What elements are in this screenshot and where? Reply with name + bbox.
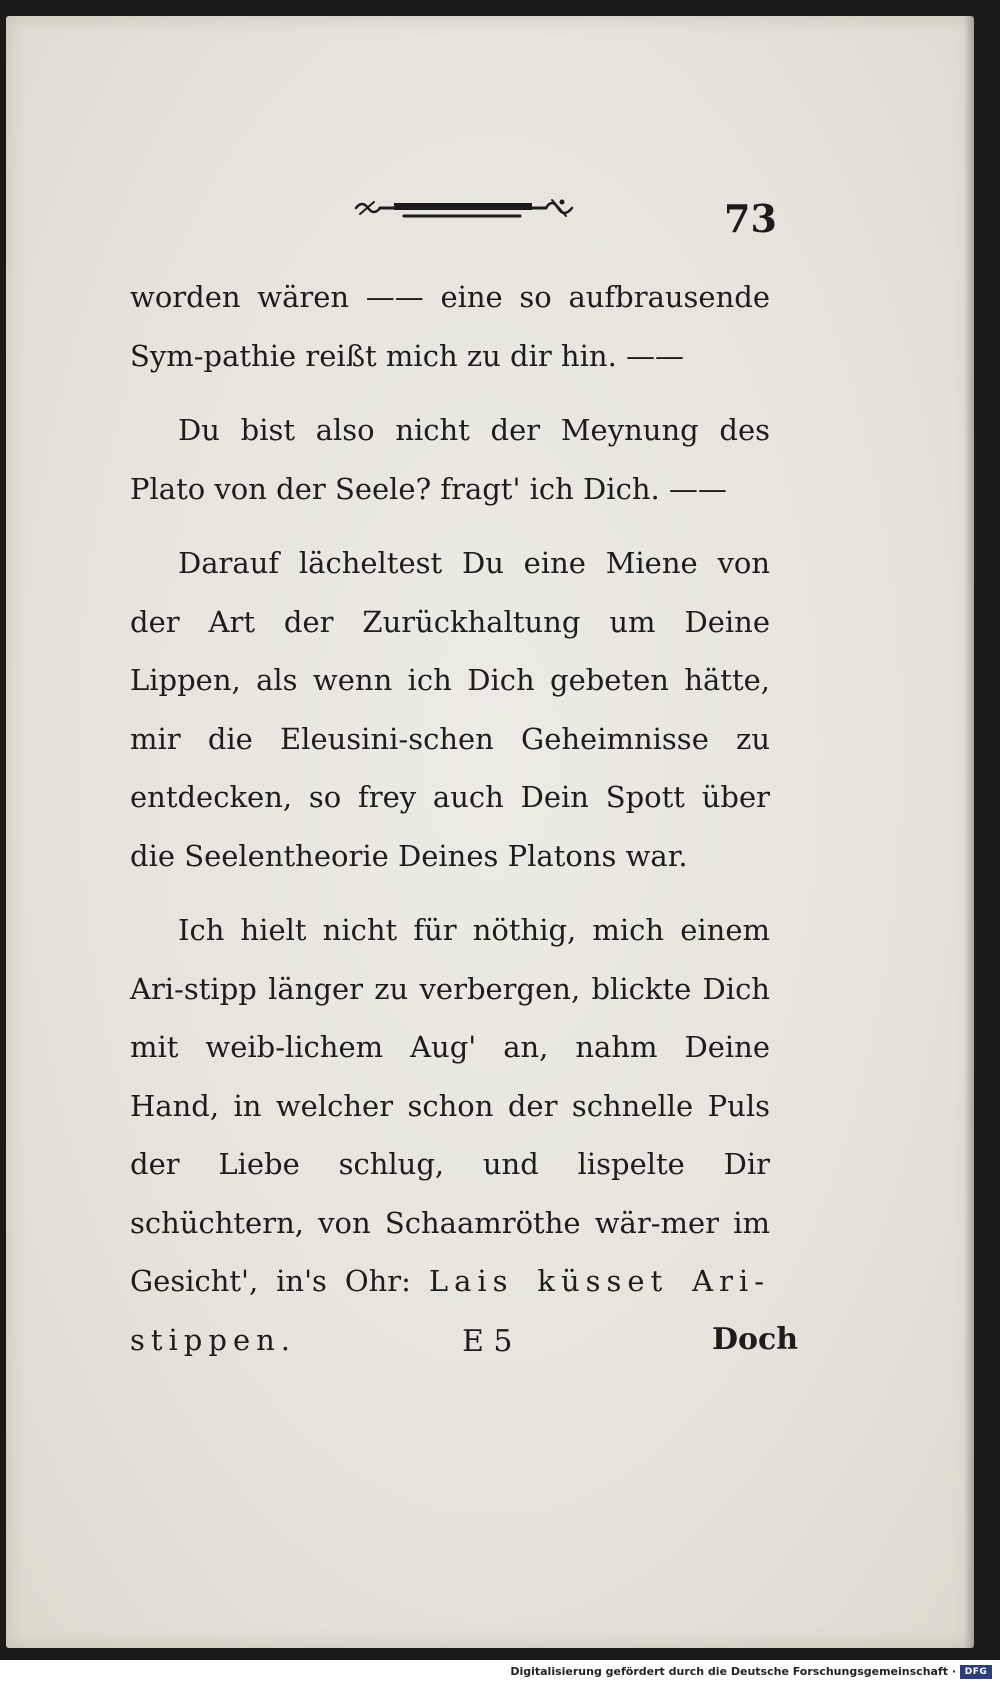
- paragraph-4-text: Ich hielt nicht für nöthig, mich einem Ari-stipp länger zu verbergen, blickte Dich mit weib-lichem Aug' an, nahm Deine Hand, in welcher schon der schnelle Puls der Liebe schlug, und lispelte Dir schüchtern, von Schaamröthe wär-mer im Gesicht', in's Ohr:: [130, 913, 770, 1298]
- paragraph-4-spaced-text: Lais küsset Ari-stippen.: [130, 1264, 771, 1357]
- paragraph-2: Du bist also nicht der Meynung des Plato von der Seele? fragt' ich Dich. ——: [130, 413, 770, 506]
- body-text: [130, 268, 770, 1369]
- catchword: Doch: [712, 1322, 799, 1357]
- page-edge-shadow: [964, 16, 974, 1648]
- dfg-logo-icon: DFG: [960, 1665, 992, 1679]
- page-number: 73: [724, 196, 777, 241]
- paragraph-1: worden wären —— eine so aufbrausende Sym-pathie reißt mich zu dir hin. ——: [130, 280, 770, 373]
- paragraph-3: Darauf lächeltest Du eine Miene von der Art der Zurückhaltung um Deine Lippen, als wenn ich Dich gebeten hätte, mir die Eleusini-schen Geheimnisse zu entdecken, so frey auch Dein Spott über die Seelentheorie Deines Platons war.: [130, 546, 770, 873]
- credit-bar: [0, 1660, 1000, 1686]
- credit-text: Digitalisierung gefördert durch die Deutsche Forschungsgemeinschaft ·: [510, 1665, 956, 1678]
- paragraph-4: [130, 901, 770, 1369]
- header-ornament-icon: [352, 190, 578, 226]
- signature-mark: E 5: [462, 1324, 513, 1359]
